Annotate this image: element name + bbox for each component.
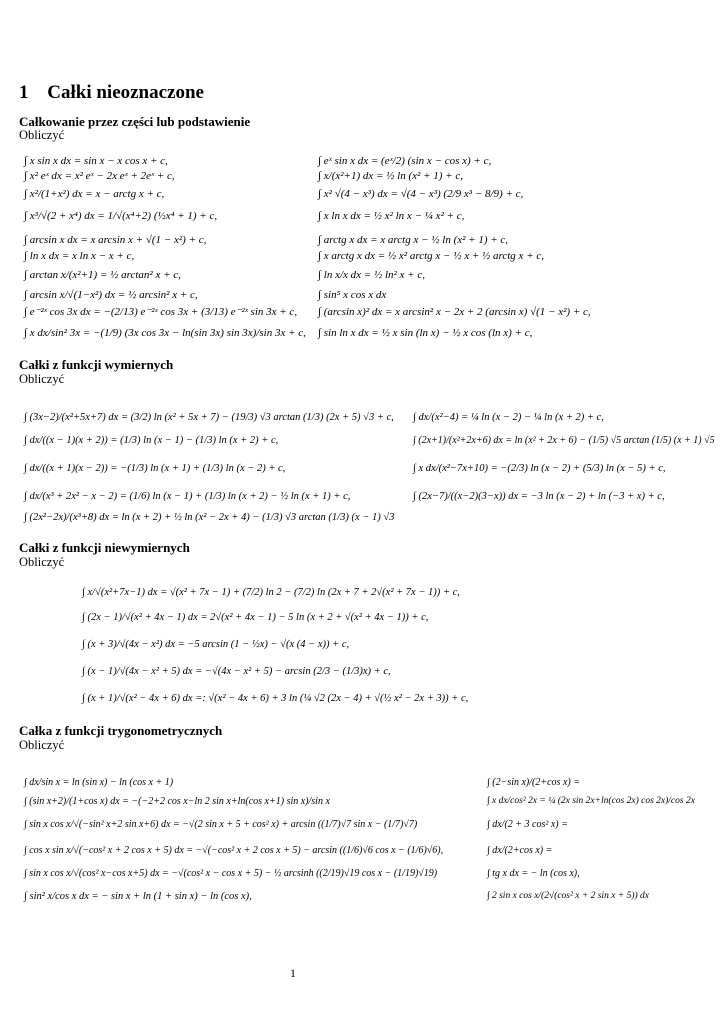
formula: ∫ (2x − 1)/√(x² + 4x − 1) dx = 2√(x² + 4x − 1) − 5 ln (x + 2 + √(x² + 4x − 1)) + c, [82, 612, 429, 623]
formula: ∫ (2x−7)/((x−2)(3−x)) dx = −3 ln (x − 2) + ln (−3 + x) + c, [413, 491, 665, 502]
formula: ∫ x/(x²+1) dx = ½ ln (x² + 1) + c, [318, 170, 463, 182]
formula: ∫ x dx/(x²−7x+10) = −(2/3) ln (x − 2) + (5/3) ln (x − 5) + c, [413, 463, 666, 474]
formula: ∫ x ln x dx = ½ x² ln x − ¼ x² + c, [318, 210, 465, 222]
section-instruction: Obliczyć [19, 372, 65, 386]
formula: ∫ arcsin x dx = x arcsin x + √(1 − x²) + c, [24, 234, 207, 246]
formula: ∫ sin x cos x/√(−sin² x+2 sin x+6) dx = −√(2 sin x + 5 + cos² x) + arcsin ((1/7)√7 sin x − (1/7)√7) [24, 819, 418, 830]
section-instruction: Obliczyć [19, 555, 65, 569]
section-instruction: Obliczyć [19, 738, 65, 752]
formula: ∫ sin ln x dx = ½ x sin (ln x) − ½ x cos (ln x) + c, [318, 327, 533, 339]
formula: ∫ 2 sin x cos x/(2√(cos² x + 2 sin x + 5)) dx [487, 891, 649, 901]
formula: ∫ x² √(4 − x³) dx = √(4 − x³) (2/9 x³ − 8/9) + c, [318, 188, 524, 200]
formula: ∫ arcsin x/√(1−x²) dx = ½ arcsin² x + c, [24, 289, 198, 301]
formula: ∫ arctg x dx = x arctg x − ½ ln (x² + 1) + c, [318, 234, 509, 246]
formula: ∫ x arctg x dx = ½ x² arctg x − ½ x + ½ arctg x + c, [318, 250, 544, 262]
section-instruction: Obliczyć [19, 128, 65, 142]
formula: ∫ (2−sin x)/(2+cos x) = [487, 777, 580, 788]
formula: ∫ sin⁵ x cos x dx [318, 289, 387, 301]
chapter-title: Całki nieoznaczone [47, 82, 204, 103]
formula: ∫ (sin x+2)/(1+cos x) dx = −(−2+2 cos x−ln 2 sin x+ln(cos x+1) sin x)/sin x [24, 796, 330, 807]
formula: ∫ eˣ sin x dx = (eˣ/2) (sin x − cos x) + c, [318, 155, 492, 167]
formula: ∫ (x + 1)/√(x² − 4x + 6) dx =: √(x² − 4x + 6) + 3 ln (¼ √2 (2x − 4) + √(½ x² − 2x + 3)) + c, [82, 693, 469, 704]
formula: ∫ dx/sin x = ln (sin x) − ln (cos x + 1) [24, 777, 174, 788]
formula: ∫ dx/((x + 1)(x − 2)) = −(1/3) ln (x + 1) + (1/3) ln (x − 2) + c, [24, 463, 286, 474]
formula: ∫ dx/(x³ + 2x² − x − 2) = (1/6) ln (x − 1) + (1/3) ln (x + 2) − ½ ln (x + 1) + c, [24, 491, 351, 502]
formula: ∫ dx/(2 + 3 cos² x) = [487, 819, 568, 830]
formula: ∫ sin² x/cos x dx = − sin x + ln (1 + sin x) − ln (cos x), [24, 891, 252, 902]
formula: ∫ x/√(x²+7x−1) dx = √(x² + 7x − 1) + (7/2) ln 2 − (7/2) ln (2x + 7 + 2√(x² + 7x − 1)) + c, [82, 587, 460, 598]
formula: ∫ sin x cos x/√(cos² x−cos x+5) dx = −√(cos² x − cos x + 5) − ½ arcsinh ((2/19)√19 cos x − (1/19)√19) [24, 868, 438, 879]
formula: ∫ (2x+1)/(x²+2x+6) dx = ln (x² + 2x + 6) − (1/5) √5 arctan (1/5) (x + 1) √5 [413, 435, 715, 446]
formula: ∫ (x + 3)/√(4x − x²) dx = −5 arcsin (1 − ½x) − √(x (4 − x)) + c, [82, 639, 350, 650]
formula: ∫ x²/(1+x²) dx = x − arctg x + c, [24, 188, 165, 200]
chapter-heading [19, 82, 204, 104]
section-title: Całki z funkcji wymiernych [19, 357, 174, 372]
formula: ∫ dx/(x²−4) = ¼ ln (x − 2) − ¼ ln (x + 2) + c, [413, 412, 604, 423]
formula: ∫ (x − 1)/√(4x − x² + 5) dx = −√(4x − x² + 5) − arcsin (2/3 − (1/3)x) + c, [82, 666, 391, 677]
page-number: 1 [290, 966, 296, 980]
formula: ∫ (2x²−2x)/(x³+8) dx = ln (x + 2) + ½ ln (x² − 2x + 4) − (1/3) √3 arctan (1/3) (x − 1) √3 [24, 512, 395, 523]
formula: ∫ x dx/sin² 3x = −(1/9) (3x cos 3x − ln(sin 3x) sin 3x)/sin 3x + c, [24, 327, 306, 339]
formula: ∫ dx/(2+cos x) = [487, 845, 553, 856]
formula: ∫ e⁻²ˣ cos 3x dx = −(2/13) e⁻²ˣ cos 3x + (3/13) e⁻²ˣ sin 3x + c, [24, 306, 298, 318]
section-title: Całka z funkcji trygonometrycznych [19, 723, 223, 738]
formula: ∫ dx/((x − 1)(x + 2)) = (1/3) ln (x − 1) − (1/3) ln (x + 2) + c, [24, 435, 279, 446]
formula: ∫ x sin x dx = sin x − x cos x + c, [24, 155, 168, 167]
formula: ∫ ln x dx = x ln x − x + c, [24, 250, 135, 262]
section-title: Całkowanie przez części lub podstawienie [19, 114, 251, 129]
section-title: Całki z funkcji niewymiernych [19, 540, 190, 555]
formula: ∫ x dx/cos² 2x = ¼ (2x sin 2x+ln(cos 2x) cos 2x)/cos 2x [487, 796, 695, 806]
formula: ∫ cos x sin x/√(−cos² x + 2 cos x + 5) dx = −√(−cos² x + 2 cos x + 5) − arcsin ((1/6)√6 cos x − (1/6)√6), [24, 845, 444, 856]
formula: ∫ tg x dx = − ln (cos x), [487, 868, 580, 879]
formula: ∫ ln x/x dx = ½ ln² x + c, [318, 269, 425, 281]
formula: ∫ x³/√(2 + x⁴) dx = 1/√(x⁴+2) (½x⁴ + 1) + c, [24, 210, 218, 222]
formula: ∫ x² eˣ dx = x² eˣ − 2x eˣ + 2eˣ + c, [24, 170, 175, 182]
formula: ∫ (3x−2)/(x²+5x+7) dx = (3/2) ln (x² + 5x + 7) − (19/3) √3 arctan (1/3) (2x + 5) √3 + c, [24, 412, 394, 423]
chapter-number: 1 [19, 82, 29, 103]
formula: ∫ (arcsin x)² dx = x arcsin² x − 2x + 2 (arcsin x) √(1 − x²) + c, [318, 306, 591, 318]
formula: ∫ arctan x/(x²+1) = ½ arctan² x + c, [24, 269, 181, 281]
